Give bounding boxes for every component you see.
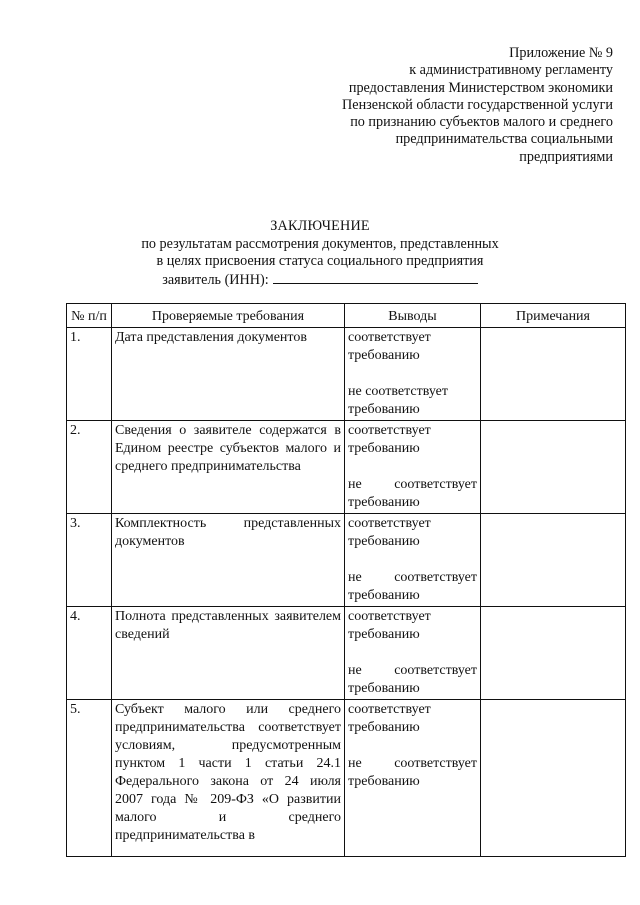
applicant-inn-label: заявитель (ИНН): bbox=[162, 271, 269, 288]
row-requirement: Сведения о заявителе содержатся в Едином реестре субъектов малого и среднего предпринимательства bbox=[112, 421, 345, 514]
row-conclusion bbox=[345, 607, 481, 700]
row-number: 3. bbox=[67, 514, 112, 607]
header-requirements: Проверяемые требования bbox=[112, 304, 345, 328]
review-table bbox=[66, 303, 626, 857]
conclusion-no: не соответствует требованию bbox=[348, 570, 477, 603]
conclusion-yes: соответствует требованию bbox=[348, 609, 431, 642]
applicant-inn-blank bbox=[273, 271, 478, 284]
applicant-inn-row bbox=[0, 271, 640, 290]
row-requirement: Комплектность представленных документов bbox=[112, 514, 345, 607]
table-row bbox=[67, 328, 626, 421]
table-header-row bbox=[67, 304, 626, 328]
appendix-line: к административному регламенту bbox=[409, 62, 613, 79]
appendix-line: Приложение № 9 bbox=[509, 45, 613, 61]
header-notes: Примечания bbox=[481, 304, 626, 328]
document-title: ЗАКЛЮЧЕНИЕ bbox=[270, 218, 370, 234]
row-requirement: Дата представления документов bbox=[112, 328, 345, 421]
table-row bbox=[67, 700, 626, 857]
conclusion-no: не соответствует требованию bbox=[348, 756, 477, 789]
heading-subtitle-line: по результатам рассмотрения документов, представленных bbox=[141, 235, 499, 252]
row-number: 4. bbox=[67, 607, 112, 700]
document-heading bbox=[0, 218, 640, 289]
row-conclusion bbox=[345, 514, 481, 607]
conclusion-no: не соответствует требованию bbox=[348, 663, 477, 696]
conclusion-yes: соответствует требованию bbox=[348, 516, 431, 549]
appendix-line: предприятиями bbox=[519, 148, 613, 165]
row-number: 5. bbox=[67, 700, 112, 857]
table-row bbox=[67, 514, 626, 607]
conclusion-yes: соответствует требованию bbox=[348, 702, 431, 735]
row-number: 2. bbox=[67, 421, 112, 514]
appendix-line: по признанию субъектов малого и среднего bbox=[350, 114, 613, 131]
row-conclusion bbox=[345, 328, 481, 421]
row-requirement: Полнота представленных заявителем сведений bbox=[112, 607, 345, 700]
appendix-line: предпринимательства социальными bbox=[395, 131, 613, 148]
conclusion-yes: соответствует требованию bbox=[348, 423, 431, 456]
row-requirement: Субъект малого или среднего предпринимательства соответствует условиям, предусмотренным пунктом 1 части 1 статьи 24.1 Федерального закона от 24 июля 2007 года № 209-ФЗ «О развитии малого и среднего предпринимательства в bbox=[112, 700, 345, 857]
conclusion-yes: соответствует требованию bbox=[348, 330, 431, 363]
header-num: № п/п bbox=[67, 304, 112, 328]
appendix-block bbox=[283, 45, 613, 166]
row-notes bbox=[481, 328, 626, 421]
row-number: 1. bbox=[67, 328, 112, 421]
appendix-line: предоставления Министерством экономики bbox=[348, 79, 613, 96]
row-notes bbox=[481, 514, 626, 607]
conclusion-no: не соответствует требованию bbox=[348, 477, 477, 510]
heading-subtitle-line: в целях присвоения статуса социального предприятия bbox=[156, 253, 484, 269]
row-notes bbox=[481, 421, 626, 514]
row-notes bbox=[481, 607, 626, 700]
row-conclusion bbox=[345, 421, 481, 514]
table-row bbox=[67, 607, 626, 700]
header-conclusions: Выводы bbox=[345, 304, 481, 328]
appendix-line: Пензенской области государственной услуги bbox=[342, 96, 613, 113]
row-notes bbox=[481, 700, 626, 857]
table-row bbox=[67, 421, 626, 514]
conclusion-no: не соответствует требованию bbox=[348, 384, 448, 417]
row-conclusion bbox=[345, 700, 481, 857]
